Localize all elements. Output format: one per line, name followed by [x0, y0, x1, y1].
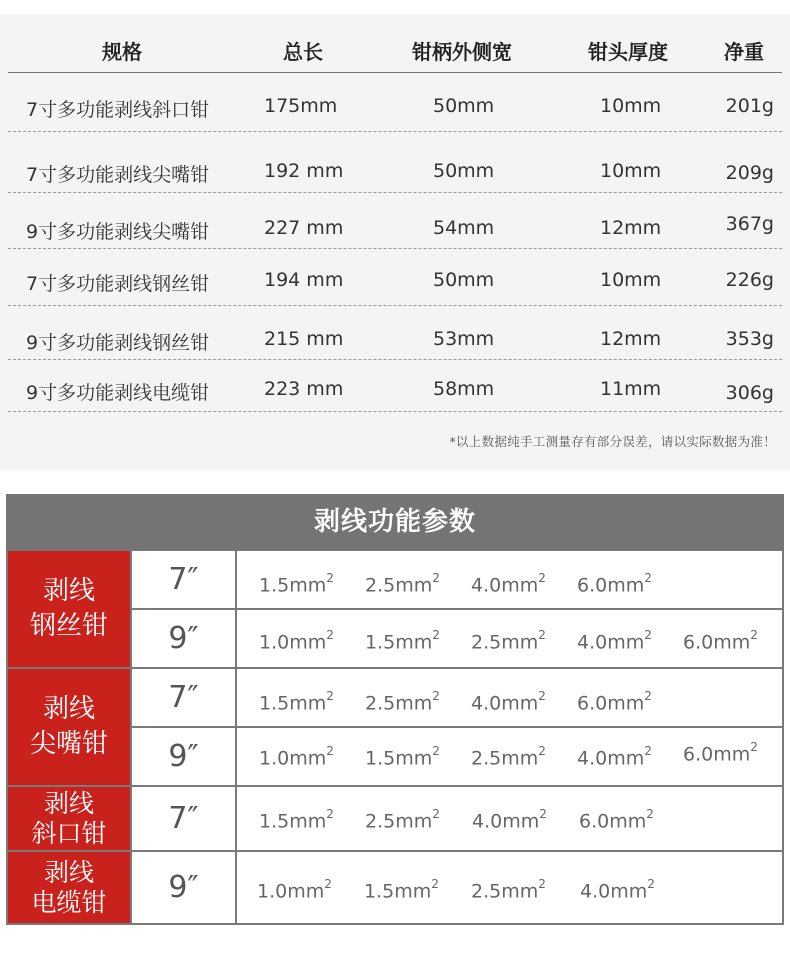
value-cell: $2.5mm^2$	[365, 689, 440, 715]
size-cell: 7″	[132, 551, 235, 608]
cell-weight: 353g	[725, 328, 774, 350]
cell-spec: 9寸多功能剥线钢丝钳	[26, 332, 210, 354]
value-cell: $1.0mm^2$	[259, 628, 334, 654]
value-cell: $4.0mm^2$	[577, 744, 652, 770]
value-cell: $2.5mm^2$	[365, 571, 440, 597]
cell-spec: 7寸多功能剥线斜口钳	[26, 99, 210, 121]
spec-panel	[0, 14, 790, 470]
group-label-line: 剥线	[43, 788, 94, 818]
group-label-diagonal-pliers	[8, 787, 130, 850]
value-cell: $4.0mm^2$	[577, 628, 652, 654]
values-row	[237, 728, 782, 785]
value-cell: $6.0mm^2$	[683, 628, 758, 654]
value-cell: $1.0mm^2$	[257, 877, 332, 903]
spec-row	[8, 132, 782, 193]
cell-head-thickness: 12mm	[600, 328, 662, 350]
param-table	[6, 494, 784, 925]
cell-head-thickness: 10mm	[600, 160, 662, 182]
cell-head-thickness: 12mm	[600, 217, 662, 239]
group-label-wire-pliers	[8, 551, 130, 667]
spec-table-header	[8, 14, 782, 73]
spec-row	[8, 193, 782, 249]
cell-handle-width: 50mm	[433, 160, 495, 182]
cell-weight: 367g	[725, 213, 774, 235]
group-label-line: 剥线	[42, 575, 95, 606]
group-label-cable-pliers	[8, 852, 130, 923]
value-cell: $1.5mm^2$	[365, 744, 440, 770]
cell-handle-width: 50mm	[433, 95, 495, 117]
cell-head-thickness: 11mm	[600, 378, 662, 400]
values-row	[237, 610, 782, 667]
value-cell: $1.5mm^2$	[259, 571, 334, 597]
value-cell: $6.0mm^2$	[683, 740, 758, 766]
group-label-line: 尖嘴钳	[29, 729, 108, 759]
group-label-needle-nose-pliers	[8, 669, 130, 785]
header-length: 总长	[283, 40, 323, 64]
group-label-line: 钢丝钳	[29, 611, 108, 641]
cell-head-thickness: 10mm	[600, 269, 662, 291]
cell-handle-width: 50mm	[433, 269, 495, 291]
group-label-line: 剥线	[42, 693, 95, 724]
value-cell: $2.5mm^2$	[365, 807, 440, 833]
value-cell: $2.5mm^2$	[471, 628, 546, 654]
spec-table	[8, 14, 782, 412]
values-row	[237, 852, 782, 923]
header-spec: 规格	[102, 40, 142, 64]
values-row	[237, 551, 782, 608]
value-cell: $1.5mm^2$	[364, 877, 439, 903]
cell-spec: 7寸多功能剥线尖嘴钳	[26, 164, 210, 186]
values-row	[237, 669, 782, 726]
header-head-thickness: 钳头厚度	[588, 40, 668, 64]
cell-spec: 7寸多功能剥线钢丝钳	[26, 273, 210, 295]
param-table-title: 剥线功能参数	[6, 494, 784, 550]
value-cell: $2.5mm^2$	[471, 744, 546, 770]
cell-weight: 226g	[725, 269, 774, 291]
group-label-line: 斜口钳	[31, 818, 107, 848]
cell-handle-width: 58mm	[433, 378, 495, 400]
group-label-line: 剥线	[43, 857, 94, 887]
cell-weight: 209g	[725, 162, 774, 184]
value-cell: $1.0mm^2$	[259, 744, 334, 770]
cell-weight: 201g	[725, 95, 774, 117]
cell-weight: 306g	[725, 382, 774, 404]
value-cell: $1.5mm^2$	[259, 689, 334, 715]
cell-length: 223 mm	[264, 378, 344, 400]
header-handle-width: 钳柄外侧宽	[412, 40, 512, 64]
value-cell: $6.0mm^2$	[577, 571, 652, 597]
cell-length: 194 mm	[264, 269, 344, 291]
value-cell: $6.0mm^2$	[579, 807, 654, 833]
cell-handle-width: 54mm	[433, 217, 495, 239]
size-cell: 9″	[132, 610, 235, 667]
size-cell: 7″	[132, 787, 235, 850]
value-cell: $4.0mm^2$	[580, 877, 655, 903]
spec-row	[8, 249, 782, 306]
value-cell: $1.5mm^2$	[259, 807, 334, 833]
values-row	[237, 787, 782, 850]
cell-length: 175mm	[264, 95, 338, 117]
cell-length: 192 mm	[264, 160, 344, 182]
header-weight: 净重	[724, 40, 764, 64]
cell-head-thickness: 10mm	[600, 95, 662, 117]
cell-spec: 9寸多功能剥线尖嘴钳	[26, 221, 210, 243]
value-cell: $2.5mm^2$	[471, 877, 546, 903]
size-cell: 9″	[132, 728, 235, 785]
value-cell: $4.0mm^2$	[472, 807, 547, 833]
measurement-note: *以上数据纯手工测量存有部分误差，请以实际数据为准！	[449, 434, 776, 449]
value-cell: $4.0mm^2$	[471, 689, 546, 715]
size-cell: 9″	[132, 852, 235, 923]
cell-spec: 9寸多功能剥线电缆钳	[26, 382, 210, 404]
cell-length: 215 mm	[264, 328, 344, 350]
spec-row	[8, 306, 782, 360]
value-cell: $1.5mm^2$	[365, 628, 440, 654]
group-label-line: 电缆钳	[31, 887, 107, 917]
value-cell: $4.0mm^2$	[471, 571, 546, 597]
spec-row	[8, 360, 782, 412]
cell-length: 227 mm	[264, 217, 344, 239]
value-cell: $6.0mm^2$	[577, 689, 652, 715]
size-cell: 7″	[132, 669, 235, 726]
cell-handle-width: 53mm	[433, 328, 495, 350]
spec-row	[8, 73, 782, 132]
